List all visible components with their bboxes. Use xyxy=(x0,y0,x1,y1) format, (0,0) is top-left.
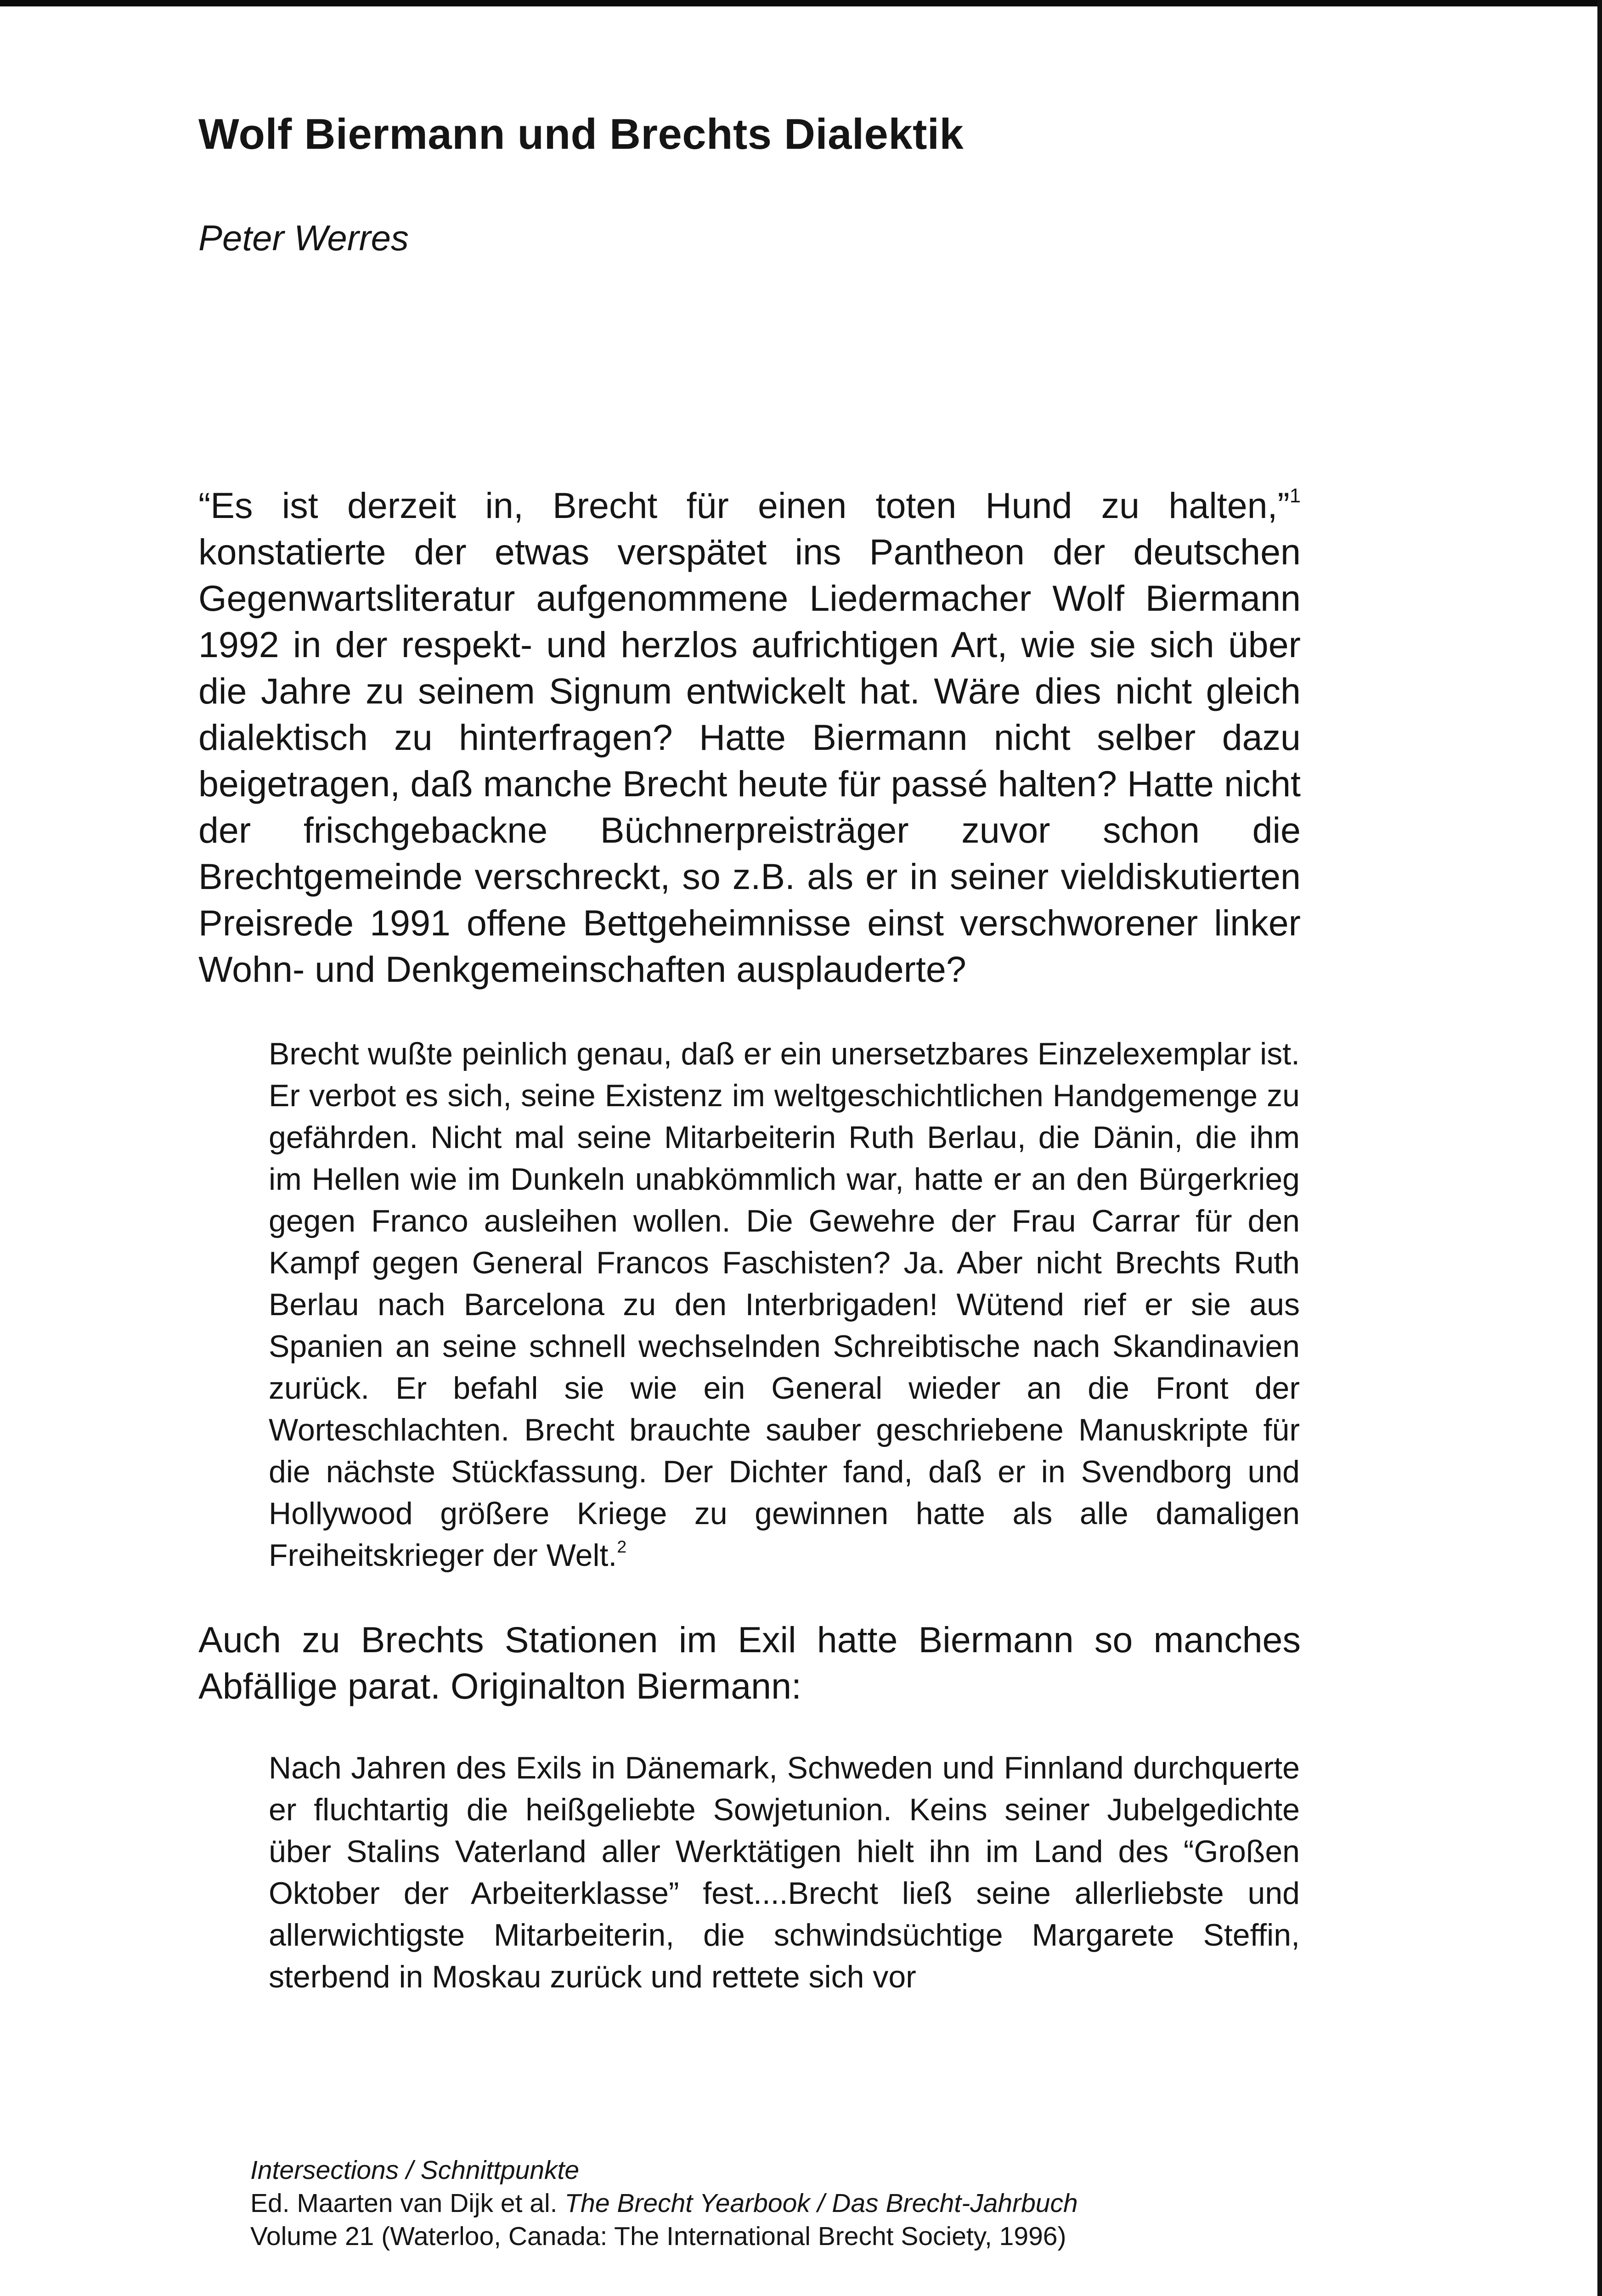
footnote-marker-2: 2 xyxy=(617,1536,627,1556)
footnote-marker-1: 1 xyxy=(1289,485,1301,507)
block-quote-1 xyxy=(269,1033,1300,1576)
citation-footer xyxy=(250,2154,1399,2253)
body-paragraph-1 xyxy=(198,482,1301,992)
footer-edition xyxy=(250,2187,1399,2220)
opening-quotation: “Es ist derzeit in, Brecht für einen toten Hund zu halten,” xyxy=(198,485,1290,526)
body-paragraph-2: Auch zu Brechts Stationen im Exil hatte Biermann so manches Abfällige parat. Originalton Biermann: xyxy=(198,1619,1301,1706)
footer-series: Intersections / Schnittpunkte xyxy=(250,2155,580,2185)
block-quote-1-text: Brecht wußte peinlich genau, daß er ein unersetzbares Einzelexemplar ist. Er verbot es sich, seine Existenz im weltgeschichtlichen Handgemenge zu gefährden. Nicht mal seine Mitarbeiterin Ruth Berlau, die Dänin, die ihm im Hellen wie im Dunkeln unabkömmlich war, hatte er an den Bürgerkrieg gegen Franco ausleihen wollen. Die Gewehre der Frau Carrar für den Kampf gegen General Francos Faschisten? Ja. Aber nicht Brechts Ruth Berlau nach Barcelona zu den Interbrigaden! Wütend rief er sie aus Spanien an seine schnell wechselnden Schreibtische nach Skandinavien zurück. Er befahl sie wie ein General wieder an die Front der Worteschlachten. Brecht brauchte sauber geschriebene Manuskripte für die nächste Stückfassung. Der Dichter fand, daß er in Svendborg und Hollywood größere Kriege zu gewinnen hatte als alle damaligen Freiheitskrieger der Welt. xyxy=(269,1036,1300,1573)
article-title: Wolf Biermann und Brechts Dialektik xyxy=(198,110,964,158)
footer-editor: Ed. Maarten van Dijk et al. xyxy=(250,2189,565,2218)
block-quote-2: Nach Jahren des Exils in Dänemark, Schweden und Finnland durchquerte er fluchtartig die heißgeliebte Sowjetunion. Keins seiner Jubelgedichte über Stalins Vaterland aller Werktätigen hielt ihn im Land des “Großen Oktober der Arbeiterklasse” fest....Brecht ließ seine allerliebste und allerwichtigste Mitarbeiterin, die schwindsüchtige Margarete Steffin, sterbend in Moskau zurück und rettete sich vor xyxy=(269,1750,1300,1994)
article-author: Peter Werres xyxy=(198,218,409,258)
footer-book-title: The Brecht Yearbook / Das Brecht-Jahrbuch xyxy=(564,2189,1078,2218)
body-paragraph-1-text: konstatierte der etwas verspätet ins Pantheon der deutschen Gegenwartsliteratur aufgenommene Liedermacher Wolf Biermann 1992 in der respekt- und herzlos aufrichtigen Art, wie sie sich über die Jahre zu seinem Signum entwickelt hat. Wäre dies nicht gleich dialektisch zu hinterfragen? Hatte Biermann nicht selber dazu beigetragen, daß manche Brecht heute für passé halten? Hatte nicht der frischgebackne Büchnerpreisträger zuvor schon die Brechtgemeinde verschreckt, so z.B. als er in seiner vieldiskutierten Preisrede 1991 offene Bettgeheimnisse einst verschworener linker Wohn- und Denkgemeinschaften ausplauderte? xyxy=(198,531,1301,990)
footer-volume: Volume 21 (Waterloo, Canada: The International Brecht Society, 1996) xyxy=(250,2222,1066,2251)
